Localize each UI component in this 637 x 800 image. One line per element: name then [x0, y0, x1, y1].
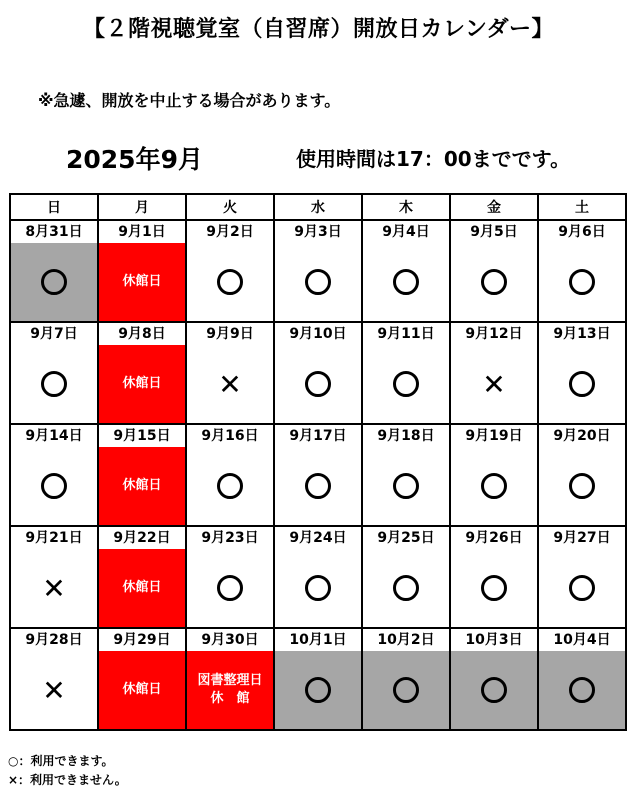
available-mark [187, 549, 273, 627]
calendar-day-cell [362, 424, 450, 526]
closed-text: 休館日 [122, 376, 162, 392]
available-mark [539, 651, 625, 729]
day-date: 10月1日 [275, 629, 361, 651]
calendar-day-cell [538, 628, 626, 730]
calendar-table [9, 193, 627, 731]
calendar-day-cell [450, 220, 538, 322]
inventory-closed-label [187, 651, 273, 729]
available-mark [187, 243, 273, 321]
calendar-day-cell [538, 526, 626, 628]
available-mark [187, 447, 273, 525]
closed-label [99, 345, 185, 423]
day-date: 9月6日 [539, 221, 625, 243]
available-mark [451, 447, 537, 525]
circle-icon [481, 575, 507, 601]
unavailable-mark [11, 549, 97, 627]
circle-icon [393, 677, 419, 703]
weekday-header-row [10, 194, 626, 220]
calendar-day-cell [98, 424, 186, 526]
calendar-week-row [10, 526, 626, 628]
available-mark [451, 651, 537, 729]
available-mark [11, 243, 97, 321]
calendar-day-cell [98, 628, 186, 730]
day-date: 9月28日 [11, 629, 97, 651]
day-date: 9月26日 [451, 527, 537, 549]
legend-available: ○：利用できます。 [8, 754, 114, 768]
day-date: 9月25日 [363, 527, 449, 549]
available-mark [275, 345, 361, 423]
weekday-mon: 月 [98, 194, 186, 220]
day-date: 9月19日 [451, 425, 537, 447]
day-date: 9月5日 [451, 221, 537, 243]
calendar-day-cell [274, 220, 362, 322]
available-mark [275, 651, 361, 729]
calendar-day-cell [450, 424, 538, 526]
cross-icon: ✕ [42, 673, 66, 707]
day-date: 9月8日 [99, 323, 185, 345]
closed-label [99, 447, 185, 525]
calendar-day-cell [274, 424, 362, 526]
cross-icon: ✕ [218, 367, 242, 401]
available-mark [363, 345, 449, 423]
calendar-day-cell [450, 526, 538, 628]
day-date: 9月27日 [539, 527, 625, 549]
cross-icon: ✕ [482, 367, 506, 401]
available-mark [539, 447, 625, 525]
circle-icon [41, 473, 67, 499]
day-date: 9月17日 [275, 425, 361, 447]
calendar-day-cell [450, 628, 538, 730]
calendar-day-cell [186, 628, 274, 730]
day-date: 9月16日 [187, 425, 273, 447]
calendar-day-cell [274, 526, 362, 628]
circle-icon [393, 371, 419, 397]
day-date: 9月21日 [11, 527, 97, 549]
circle-icon [217, 473, 243, 499]
calendar-day-cell [362, 322, 450, 424]
day-date: 9月12日 [451, 323, 537, 345]
available-mark [451, 243, 537, 321]
circle-icon [481, 473, 507, 499]
calendar-month: 2025年9月 [66, 145, 203, 174]
day-date: 9月24日 [275, 527, 361, 549]
day-date: 10月4日 [539, 629, 625, 651]
calendar-day-cell [274, 628, 362, 730]
available-mark [275, 549, 361, 627]
circle-icon [393, 575, 419, 601]
day-date: 9月30日 [187, 629, 273, 651]
circle-icon [569, 575, 595, 601]
closed-text: 休館日 [122, 580, 162, 596]
circle-icon [393, 269, 419, 295]
day-date: 9月3日 [275, 221, 361, 243]
circle-icon [569, 269, 595, 295]
calendar-day-cell [186, 322, 274, 424]
unavailable-mark [11, 651, 97, 729]
notice-text: ※急遽、開放を中止する場合があります。 [38, 91, 341, 110]
calendar-day-cell [186, 424, 274, 526]
circle-icon [305, 677, 331, 703]
available-mark [363, 243, 449, 321]
day-date: 9月7日 [11, 323, 97, 345]
circle-icon [217, 269, 243, 295]
calendar-day-cell [98, 322, 186, 424]
weekday-thu: 木 [362, 194, 450, 220]
circle-icon [481, 677, 507, 703]
day-date: 9月4日 [363, 221, 449, 243]
circle-icon [393, 473, 419, 499]
calendar-day-cell [538, 220, 626, 322]
day-date: 9月1日 [99, 221, 185, 243]
calendar-day-cell [538, 322, 626, 424]
closed-label [99, 549, 185, 627]
circle-icon [305, 575, 331, 601]
day-date: 9月23日 [187, 527, 273, 549]
calendar-week-row [10, 424, 626, 526]
circle-icon [305, 473, 331, 499]
circle-icon [569, 473, 595, 499]
available-mark [363, 651, 449, 729]
calendar-body [10, 220, 626, 730]
available-mark [275, 447, 361, 525]
circle-icon [569, 677, 595, 703]
calendar-day-cell [10, 322, 98, 424]
calendar-day-cell [10, 628, 98, 730]
circle-icon [569, 371, 595, 397]
available-mark [451, 549, 537, 627]
cross-icon: ✕ [42, 571, 66, 605]
circle-icon [305, 269, 331, 295]
calendar-day-cell [362, 628, 450, 730]
inventory-text-line1: 図書整理日 [197, 673, 263, 689]
available-mark [11, 345, 97, 423]
day-date: 9月29日 [99, 629, 185, 651]
available-mark [11, 447, 97, 525]
day-date: 10月2日 [363, 629, 449, 651]
calendar-day-cell [186, 526, 274, 628]
calendar-day-cell [98, 220, 186, 322]
weekday-fri: 金 [450, 194, 538, 220]
weekday-wed: 水 [274, 194, 362, 220]
circle-icon [481, 269, 507, 295]
closed-label [99, 243, 185, 321]
calendar-day-cell [10, 526, 98, 628]
unavailable-mark [451, 345, 537, 423]
circle-icon [305, 371, 331, 397]
day-date: 9月15日 [99, 425, 185, 447]
calendar-week-row [10, 220, 626, 322]
calendar-week-row [10, 322, 626, 424]
available-mark [539, 243, 625, 321]
day-date: 9月2日 [187, 221, 273, 243]
page-title: 【２階視聴覚室（自習席）開放日カレンダー】 [82, 17, 555, 42]
day-date: 9月13日 [539, 323, 625, 345]
legend-unavailable: ×：利用できません。 [8, 773, 127, 787]
hours-text: 使用時間は17：00までです。 [296, 147, 571, 171]
calendar-day-cell [274, 322, 362, 424]
calendar-day-cell [186, 220, 274, 322]
available-mark [539, 345, 625, 423]
available-mark [275, 243, 361, 321]
closed-text: 休館日 [122, 478, 162, 494]
unavailable-mark [187, 345, 273, 423]
calendar-day-cell [538, 424, 626, 526]
day-date: 9月18日 [363, 425, 449, 447]
weekday-sat: 土 [538, 194, 626, 220]
day-date: 10月3日 [451, 629, 537, 651]
day-date: 9月20日 [539, 425, 625, 447]
day-date: 9月11日 [363, 323, 449, 345]
day-date: 9月9日 [187, 323, 273, 345]
closed-text: 休館日 [122, 274, 162, 290]
weekday-sun: 日 [10, 194, 98, 220]
calendar-day-cell [10, 220, 98, 322]
calendar-day-cell [362, 220, 450, 322]
day-date: 9月14日 [11, 425, 97, 447]
day-date: 8月31日 [11, 221, 97, 243]
calendar-day-cell [98, 526, 186, 628]
available-mark [363, 549, 449, 627]
calendar-day-cell [362, 526, 450, 628]
closed-text: 休館日 [122, 682, 162, 698]
inventory-text-line2: 休 館 [210, 691, 250, 706]
day-date: 9月10日 [275, 323, 361, 345]
closed-label [99, 651, 185, 729]
circle-icon [41, 269, 67, 295]
available-mark [363, 447, 449, 525]
calendar-week-row [10, 628, 626, 730]
circle-icon [41, 371, 67, 397]
weekday-tue: 火 [186, 194, 274, 220]
available-mark [539, 549, 625, 627]
calendar-day-cell [450, 322, 538, 424]
calendar-day-cell [10, 424, 98, 526]
circle-icon [217, 575, 243, 601]
day-date: 9月22日 [99, 527, 185, 549]
